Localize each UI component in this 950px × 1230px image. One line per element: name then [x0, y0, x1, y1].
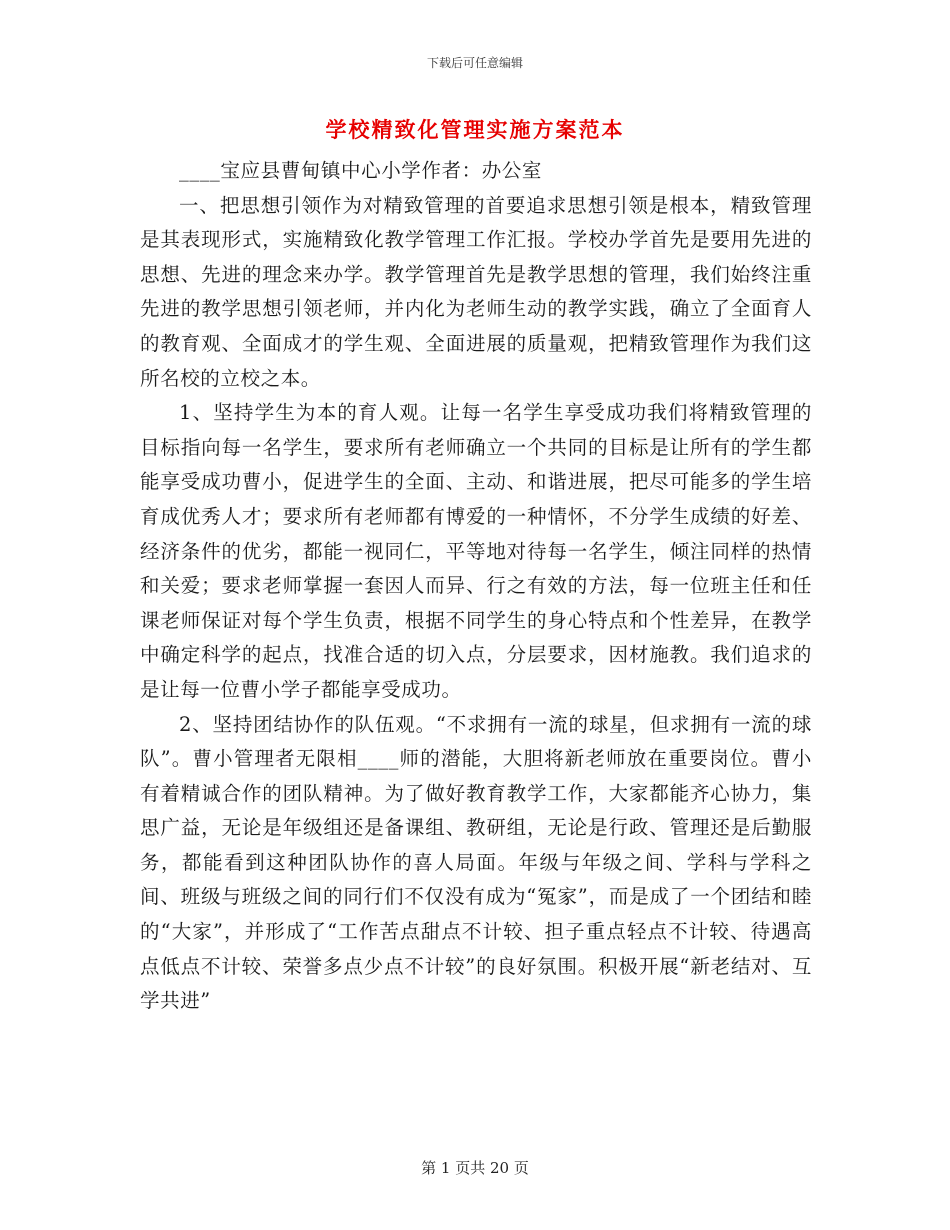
header-note: 下载后可任意编辑	[426, 56, 523, 70]
document-title: 学校精致化管理实施方案范本	[325, 117, 625, 142]
document-body	[140, 154, 812, 1019]
paragraph-2: 1、坚持学生为本的育人观。让每一名学生享受成功我们将精致管理的目标指向每一名学生，要求所有老师确立一个共同的目标是让所有的学生都能享受成功曹小，促进学生的全面、主动、和谐进展，把尽可能多的学生培育成优秀人才；要求所有老师都有博爱的一种情怀，不分学生成绩的好差、经济条件的优劣，都能一视同仁，平等地对待每一名学生，倾注同样的热情和关爱；要求老师掌握一套因人而异、行之有效的方法，每一位班主任和任课老师保证对每个学生负责，根据不同学生的身心特点和个性差异，在教学中确定科学的起点，找准合适的切入点，分层要求，因材施教。我们追求的是让每一位曹小学子都能享受成功。	[140, 401, 812, 701]
byline: ____宝应县曹甸镇中心小学作者：办公室	[179, 159, 543, 182]
paragraph-1: 一、把思想引领作为对精致管理的首要追求思想引领是根本，精致管理是其表现形式，实施精致化教学管理工作汇报。学校办学首先是要用先进的思想、先进的理念来办学。教学管理首先是教学思想的管理，我们始终注重先进的教学思想引领老师，并内化为老师生动的教学实践，确立了全面育人的教育观、全面成才的学生观、全面进展的质量观，把精致管理作为我们这所名校的立校之本。	[140, 193, 812, 390]
page-footer: 第 1 页共 20 页	[421, 1159, 529, 1177]
paragraph-3: 2、坚持团结协作的队伍观。“不求拥有一流的球星，但求拥有一流的球队”。曹小管理者无限相____师的潜能，大胆将新老师放在重要岗位。曹小有着精诚合作的团队精神。为了做好教育教学工作，大家都能齐心协力，集思广益，无论是年级组还是备课组、教研组，无论是行政、管理还是后勤服务，都能看到这种团队协作的喜人局面。年级与年级之间、学科与学科之间、班级与班级之间的同行们不仅没有成为“冤家”，而是成了一个团结和睦的“大家”，并形成了“工作苦点甜点不计较、担子重点轻点不计较、待遇高点低点不计较、荣誉多点少点不计较”的良好氛围。积极开展“新老结对、互学共进”	[140, 712, 812, 1013]
